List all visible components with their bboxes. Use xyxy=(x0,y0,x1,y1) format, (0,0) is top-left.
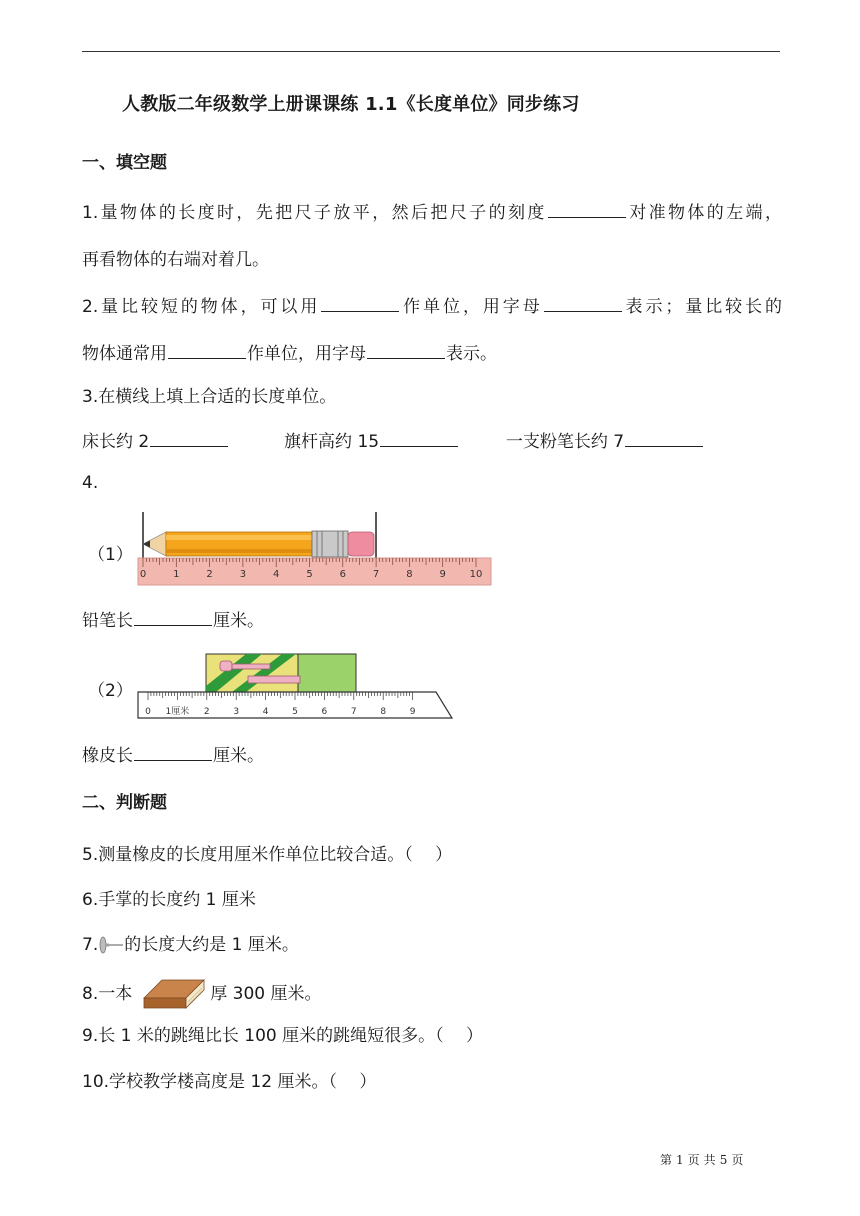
footer-text: 页 xyxy=(731,1153,744,1167)
ruler-label: 7 xyxy=(372,569,380,580)
answer-blank[interactable] xyxy=(150,432,228,447)
page-title: 人教版二年级数学上册课课练 1.1《长度单位》同步练习 xyxy=(122,94,580,115)
ruler-label: 2 xyxy=(203,707,210,717)
question-8 xyxy=(82,976,322,1012)
question-2-line-2 xyxy=(82,339,497,364)
ruler-label: 3 xyxy=(239,569,247,580)
ruler-label: 7 xyxy=(350,707,357,717)
answer-blank[interactable] xyxy=(625,432,703,447)
footer-page-number: 1 xyxy=(676,1153,684,1167)
pencil-unit-label: 厘米。 xyxy=(213,611,264,631)
ruler-label: 10 xyxy=(469,569,483,580)
question-3-prompt: 3.在横线上填上合适的长度单位。 xyxy=(82,387,337,407)
answer-blank[interactable] xyxy=(134,746,212,761)
book-icon xyxy=(140,976,208,1012)
footer-total-pages: 5 xyxy=(719,1153,728,1167)
question-4-part-2-label: （2） xyxy=(88,681,133,701)
footer-text: 页 xyxy=(687,1153,700,1167)
ruler-label: 1厘米 xyxy=(165,707,190,717)
ruler-label: 8 xyxy=(380,707,387,717)
question-4-part-1-answer xyxy=(82,606,264,631)
question-9: 9.长 1 米的跳绳比长 100 厘米的跳绳短很多。（ ） xyxy=(82,1026,484,1046)
pushpin-icon xyxy=(98,935,124,955)
answer-blank[interactable] xyxy=(380,432,458,447)
ruler-label: 9 xyxy=(409,707,416,717)
question-2-line-1 xyxy=(82,292,782,317)
question-3-item-2: 旗杆高约 15 xyxy=(284,432,380,452)
question-7-text: 的长度大约是 1 厘米。 xyxy=(124,935,299,955)
answer-blank[interactable] xyxy=(548,203,626,218)
ruler-label: 5 xyxy=(292,707,298,717)
question-1-line-2: 再看物体的右端对着几。 xyxy=(82,250,269,270)
section-judge-title: 二、判断题 xyxy=(82,793,167,813)
question-2-text-e: 作单位，用字母 xyxy=(247,344,366,364)
pencil-ruler-figure xyxy=(136,510,496,590)
question-3-item-1: 床长约 2 xyxy=(82,432,150,452)
question-5: 5.测量橡皮的长度用厘米作单位比较合适。（ ） xyxy=(82,845,453,865)
question-2-text-d: 物体通常用 xyxy=(82,344,167,364)
ruler-label: 4 xyxy=(262,707,269,717)
answer-blank[interactable] xyxy=(168,344,246,359)
question-1-text-b: 对准物体的左端， xyxy=(626,203,783,223)
question-8-text-b: 厚 300 厘米。 xyxy=(210,984,322,1004)
section-fill-in-title: 一、填空题 xyxy=(82,153,167,173)
question-3-items xyxy=(82,427,704,452)
question-2-text-b: 作单位，用字母 xyxy=(400,297,543,317)
question-2-text-f: 表示。 xyxy=(446,344,497,364)
question-4-part-2-answer xyxy=(82,741,264,766)
ruler-label: 1 xyxy=(173,569,180,580)
question-7 xyxy=(82,930,299,955)
question-1-text-a: 1.量物体的长度时，先把尺子放平，然后把尺子的刻度 xyxy=(82,203,547,223)
ruler-body xyxy=(138,558,491,585)
ruler-label: 2 xyxy=(206,569,213,580)
eraser-unit-label: 厘米。 xyxy=(213,746,264,766)
question-4-part-1-label: （1） xyxy=(88,545,133,565)
ruler-label: 6 xyxy=(321,707,328,717)
eraser-length-label: 橡皮长 xyxy=(82,746,133,766)
ruler-label: 8 xyxy=(406,569,413,580)
eraser-icon xyxy=(206,654,356,692)
page-footer xyxy=(660,1151,747,1168)
question-2-text-a: 2.量比较短的物体，可以用 xyxy=(82,297,321,317)
question-2-text-c: 表示；量比较长的 xyxy=(622,297,783,317)
header-rule xyxy=(82,51,780,52)
ruler-label: 0 xyxy=(145,707,151,717)
pencil-length-label: 铅笔长 xyxy=(82,611,133,631)
question-4-number: 4. xyxy=(82,473,99,493)
ruler-label: 5 xyxy=(306,569,313,580)
ruler-label: 3 xyxy=(233,707,240,717)
footer-text: 第 xyxy=(660,1153,673,1167)
question-10: 10.学校教学楼高度是 12 厘米。（ ） xyxy=(82,1072,377,1092)
ruler-label: 9 xyxy=(439,569,446,580)
question-7-number: 7. xyxy=(82,935,99,955)
question-3-item-3: 一支粉笔长约 7 xyxy=(505,432,625,452)
eraser-ruler-figure xyxy=(136,652,458,724)
pencil-icon xyxy=(143,531,374,557)
ruler-label: 0 xyxy=(139,569,147,580)
question-8-text-a: 8.一本 xyxy=(82,984,133,1004)
footer-text: 共 xyxy=(703,1153,716,1167)
answer-blank[interactable] xyxy=(321,297,399,312)
question-1-line-1 xyxy=(82,198,782,223)
answer-blank[interactable] xyxy=(367,344,445,359)
ruler-label: 4 xyxy=(273,569,280,580)
ruler-label: 6 xyxy=(339,569,346,580)
answer-blank[interactable] xyxy=(544,297,622,312)
answer-blank[interactable] xyxy=(134,611,212,626)
question-6: 6.手掌的长度约 1 厘米 xyxy=(82,890,256,910)
